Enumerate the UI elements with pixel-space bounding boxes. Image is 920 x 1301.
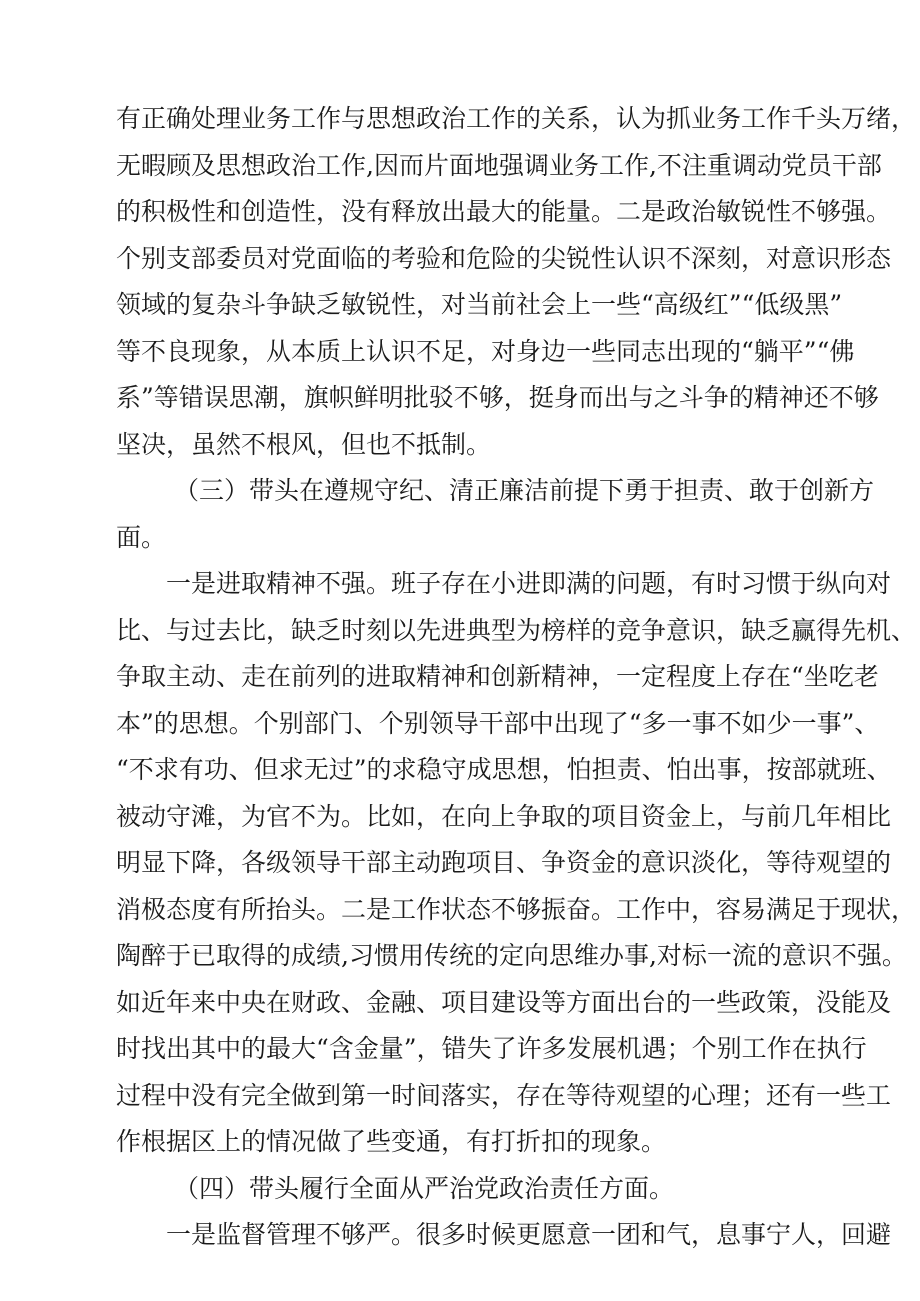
text-line: 被动守滩，为官不为。比如，在向上争取的项目资金上，与前几年相比	[116, 801, 892, 831]
text-line: 作根据区上的情况做了些变通，有打折扣的现象。	[116, 1127, 667, 1156]
text-line: 过程中没有完全做到第一时间落实，存在等待观望的心理；还有一些工	[116, 1080, 892, 1110]
text-line: “不求有功、但求无过”的求稳守成思想，怕担责、怕出事，按部就班、	[116, 755, 892, 784]
section-heading: （三）带头在遵规守纪、清正廉洁前提下勇于担责、敢于创新方	[174, 476, 875, 505]
text-line: 消极态度有所抬头。二是工作状态不够振奋。工作中，容易满足于现状，	[116, 894, 917, 924]
text-line: 无暇顾及思想政治工作,因而片面地强调业务工作,不注重调动党员干部	[116, 150, 882, 180]
text-line: 个别支部委员对党面临的考验和危险的尖锐性认识不深刻，对意识形态	[116, 243, 892, 273]
text-line: 如近年来中央在财政、金融、项目建设等方面出台的一些政策，没能及	[116, 987, 892, 1017]
text-line: 时找出其中的最大“含金量”，错失了许多发展机遇；个别工作在执行	[116, 1034, 867, 1063]
text-line: 争取主动、走在前列的进取精神和创新精神，一定程度上存在“坐吃老	[116, 662, 879, 691]
text-line: 比、与过去比，缺乏时刻以先进典型为榜样的竞争意识，缺乏赢得先机、	[116, 615, 917, 645]
text-line: 领域的复杂斗争缺乏敏锐性，对当前社会上一些“高级红”“低级黑”	[116, 290, 843, 319]
text-line: 本”的思想。个别部门、个别领导干部中出现了“多一事不如少一事”、	[116, 708, 880, 738]
section-heading-continued: 面。	[116, 522, 167, 552]
text-line: 一是进取精神不强。班子存在小进即满的问题，有时习惯于纵向对	[166, 569, 892, 598]
text-line: 有正确处理业务工作与思想政治工作的关系，认为抓业务工作千头万绪，	[116, 104, 917, 133]
document-body	[116, 96, 917, 1259]
text-line: 系”等错误思潮，旗帜鲜明批驳不够，挺身而出与之斗争的精神还不够	[116, 383, 879, 412]
section-heading: （四）带头履行全面从严治党政治责任方面。	[174, 1173, 675, 1203]
text-line: 的积极性和创造性，没有释放出最大的能量。二是政治敏锐性不够强。	[116, 197, 892, 226]
text-line: 陶醉于已取得的成绩,习惯用传统的定向思维办事,对标一流的意识不强。	[116, 941, 907, 970]
text-line: 等不良现象，从本质上认识不足，对身边一些同志出现的“躺平”“佛	[116, 336, 855, 366]
text-line: 明显下降，各级领导干部主动跑项目、争资金的意识淡化，等待观望的	[116, 848, 892, 877]
text-line: 一是监督管理不够严。很多时候更愿意一团和气，息事宁人，回避	[166, 1220, 892, 1249]
text-line: 坚决，虽然不根风，但也不抵制。	[116, 429, 492, 459]
